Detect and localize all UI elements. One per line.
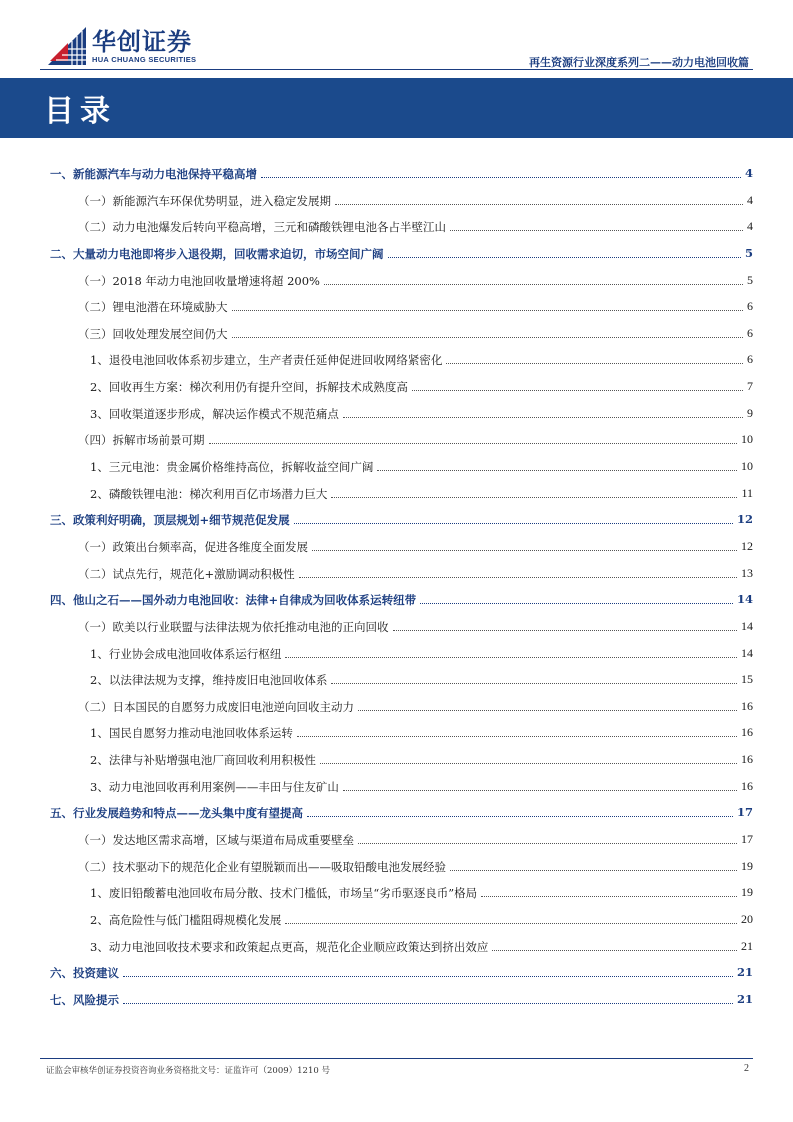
toc-entry[interactable] [40, 512, 753, 539]
toc-entry-title: （二）日本国民的自愿努力成废旧电池逆向回收主动力 [78, 699, 354, 714]
toc-entry-page: 16 [741, 725, 753, 740]
toc-leader-dots [481, 885, 737, 897]
toc-entry-title: （一）2018 年动力电池回收量增速将超 200% [78, 273, 320, 288]
toc-entry[interactable] [40, 379, 753, 406]
toc-leader-dots [285, 912, 737, 924]
toc-leader-dots [294, 512, 733, 524]
toc-entry-title: 四、他山之石——国外动力电池回收：法律+自律成为回收体系运转纽带 [50, 593, 417, 608]
toc-entry[interactable] [40, 459, 753, 486]
toc-leader-dots [450, 859, 737, 871]
page-number: 2 [744, 1063, 749, 1074]
toc-entry[interactable] [40, 779, 753, 806]
toc-entry[interactable] [40, 273, 753, 300]
toc-entry-title: 2、法律与补贴增强电池厂商回收利用积极性 [90, 753, 316, 768]
toc-entry[interactable] [40, 246, 753, 273]
toc-entry-title: （一）新能源汽车环保优势明显，进入稳定发展期 [78, 193, 331, 208]
toc-entry-page: 6 [747, 299, 753, 314]
toc-entry-title: 2、以法律法规为支撑，维持废旧电池回收体系 [90, 673, 328, 688]
toc-entry-page: 19 [741, 858, 753, 873]
toc-leader-dots [123, 965, 733, 977]
toc-entry[interactable] [40, 832, 753, 859]
toc-leader-dots [377, 459, 737, 471]
toc-leader-dots [324, 273, 743, 285]
toc-entry-title: 2、回收再生方案：梯次利用仍有提升空间，拆解技术成熟度高 [90, 380, 408, 395]
toc-entry-page: 10 [741, 459, 753, 474]
toc-entry-page: 9 [747, 405, 753, 420]
toc-entry-title: （二）锂电池潜在环境威胁大 [78, 300, 228, 315]
toc-entry-title: （一）发达地区需求高增，区域与渠道布局成重要壁垒 [78, 833, 354, 848]
toc-entry-page: 13 [741, 565, 753, 580]
toc-entry-page: 14 [736, 592, 753, 607]
toc-entry-title: 2、高危险性与低门槛阻碍规模化发展 [90, 912, 282, 927]
toc-leader-dots [320, 752, 737, 764]
toc-entry-title: 1、退役电池回收体系初步建立，生产者责任延伸促进回收网络紧密化 [90, 353, 443, 368]
toc-entry[interactable] [40, 193, 753, 220]
toc-leader-dots [307, 805, 733, 817]
toc-entry-page: 10 [741, 432, 753, 447]
toc-leader-dots [446, 352, 743, 364]
toc-entry-title: （二）动力电池爆发后转向平稳高增，三元和磷酸铁锂电池各占半壁江山 [78, 220, 446, 235]
toc-leader-dots [232, 326, 744, 338]
toc-entry-page: 21 [741, 938, 753, 953]
toc-entry-page: 12 [736, 512, 753, 527]
company-name-cn: 华创证券 [92, 27, 192, 56]
toc-entry-title: （二）试点先行，规范化+激励调动积极性 [78, 566, 295, 581]
toc-leader-dots [343, 779, 737, 791]
toc-entry-title: 1、行业协会成电池回收体系运行枢纽 [90, 646, 282, 661]
toc-leader-dots [299, 566, 737, 578]
toc-leader-dots [209, 432, 738, 444]
section-banner [0, 78, 793, 138]
toc-entry-title: 三、政策利好明确，顶层规划+细节规范促发展 [50, 513, 290, 528]
toc-entry[interactable] [40, 486, 753, 513]
toc-entry[interactable] [40, 619, 753, 646]
toc-entry-title: 1、废旧铅酸蓄电池回收布局分散、技术门槛低，市场呈“劣币驱逐良币”格局 [90, 886, 478, 901]
toc-leader-dots [261, 166, 741, 178]
toc-entry-page: 7 [747, 379, 753, 394]
banner-title: 目录 [44, 94, 116, 129]
logo-mark-icon [48, 27, 86, 65]
toc-entry-title: （一）政策出台频率高，促进各维度全面发展 [78, 539, 308, 554]
toc-entry-page: 15 [741, 672, 753, 687]
toc-entry[interactable] [40, 992, 753, 1019]
toc-leader-dots [232, 299, 744, 311]
toc-entry-page: 14 [741, 618, 753, 633]
toc-leader-dots [331, 672, 737, 684]
toc-leader-dots [393, 619, 738, 631]
toc-entry[interactable] [40, 539, 753, 566]
toc-entry-page: 19 [741, 885, 753, 900]
header-divider [40, 69, 753, 70]
toc-entry-title: 一、新能源汽车与动力电池保持平稳高增 [50, 167, 257, 181]
company-logo [48, 26, 196, 66]
toc-leader-dots [420, 592, 733, 604]
toc-leader-dots [388, 246, 741, 258]
toc-entry-title: 二、大量动力电池即将步入退役期，回收需求迫切，市场空间广阔 [50, 246, 384, 261]
toc-entry-title: 六、投资建议 [50, 966, 119, 981]
toc-leader-dots [297, 725, 737, 737]
toc-entry-title: 3、回收渠道逐步形成，解决运作模式不规范痛点 [90, 406, 339, 421]
toc-entry[interactable] [40, 326, 753, 353]
toc-entry-page: 12 [741, 538, 753, 553]
toc-entry[interactable] [40, 699, 753, 726]
report-title: 再生资源行业深度系列二——动力电池回收篇 [529, 56, 749, 69]
toc-entry-page: 6 [747, 325, 753, 340]
toc-entry[interactable] [40, 166, 753, 193]
toc-entry-page: 16 [741, 778, 753, 793]
toc-entry-page: 21 [736, 965, 753, 980]
toc-entry-title: 3、动力电池回收技术要求和政策起点更高，规范化企业顺应政策达到挤出效应 [90, 939, 489, 954]
table-of-contents [40, 166, 753, 1019]
toc-entry-title: （三）回收处理发展空间仍大 [78, 326, 228, 341]
toc-entry[interactable] [40, 432, 753, 459]
footer-license: 证监会审核华创证券投资咨询业务资格批文号：证监许可（2009）1210 号 [46, 1066, 330, 1076]
toc-entry-page: 16 [741, 698, 753, 713]
toc-leader-dots [123, 992, 733, 1004]
toc-leader-dots [285, 646, 737, 658]
toc-leader-dots [335, 193, 743, 205]
toc-leader-dots [331, 486, 737, 498]
toc-entry-title: （一）欧美以行业联盟与法律法规为依托推动电池的正向回收 [78, 619, 389, 634]
toc-entry[interactable] [40, 965, 753, 992]
toc-entry[interactable] [40, 219, 753, 246]
toc-entry[interactable] [40, 299, 753, 326]
toc-entry[interactable] [40, 859, 753, 886]
toc-entry-page: 4 [744, 166, 753, 180]
toc-entry-title: （四）拆解市场前景可期 [78, 433, 205, 448]
toc-entry-title: 五、行业发展趋势和特点——龙头集中度有望提高 [50, 806, 303, 821]
toc-entry[interactable] [40, 725, 753, 752]
toc-entry[interactable] [40, 885, 753, 912]
footer-divider [40, 1058, 753, 1059]
toc-entry-page: 5 [747, 272, 753, 287]
company-name-en: HUA CHUANG SECURITIES [92, 54, 197, 64]
toc-entry-page: 5 [744, 245, 753, 260]
toc-leader-dots [343, 406, 743, 418]
toc-entry[interactable] [40, 939, 753, 966]
toc-entry[interactable] [40, 912, 753, 939]
toc-leader-dots [412, 379, 743, 391]
toc-entry-title: 七、风险提示 [50, 992, 119, 1007]
toc-entry[interactable] [40, 805, 753, 832]
toc-entry-title: （二）技术驱动下的规范化企业有望脱颖而出——吸取铅酸电池发展经验 [78, 859, 446, 874]
toc-entry[interactable] [40, 672, 753, 699]
toc-entry[interactable] [40, 646, 753, 673]
toc-entry[interactable] [40, 592, 753, 619]
toc-entry-page: 20 [741, 911, 753, 926]
toc-leader-dots [358, 699, 737, 711]
toc-entry-page: 11 [741, 485, 753, 500]
toc-entry-title: 1、三元电池：贵金属价格维持高位，拆解收益空间广阔 [90, 460, 374, 475]
toc-entry-page: 16 [741, 752, 753, 767]
toc-entry-page: 21 [736, 991, 753, 1006]
toc-entry-page: 14 [741, 645, 753, 660]
toc-entry[interactable] [40, 352, 753, 379]
toc-entry-title: 3、动力电池回收再利用案例——丰田与住友矿山 [90, 779, 339, 794]
toc-entry[interactable] [40, 752, 753, 779]
toc-entry-title: 2、磷酸铁锂电池：梯次利用百亿市场潜力巨大 [90, 486, 328, 501]
toc-entry-page: 17 [741, 832, 753, 847]
toc-entry-page: 4 [747, 192, 753, 207]
toc-leader-dots [312, 539, 737, 551]
toc-entry-page: 6 [747, 352, 753, 367]
toc-entry-title: 1、国民自愿努力推动电池回收体系运转 [90, 726, 293, 741]
toc-entry[interactable] [40, 406, 753, 433]
toc-entry-page: 4 [747, 219, 753, 234]
toc-leader-dots [358, 832, 737, 844]
toc-entry[interactable] [40, 566, 753, 593]
toc-leader-dots [450, 219, 743, 231]
toc-leader-dots [492, 939, 737, 951]
toc-entry-page: 17 [736, 805, 753, 820]
